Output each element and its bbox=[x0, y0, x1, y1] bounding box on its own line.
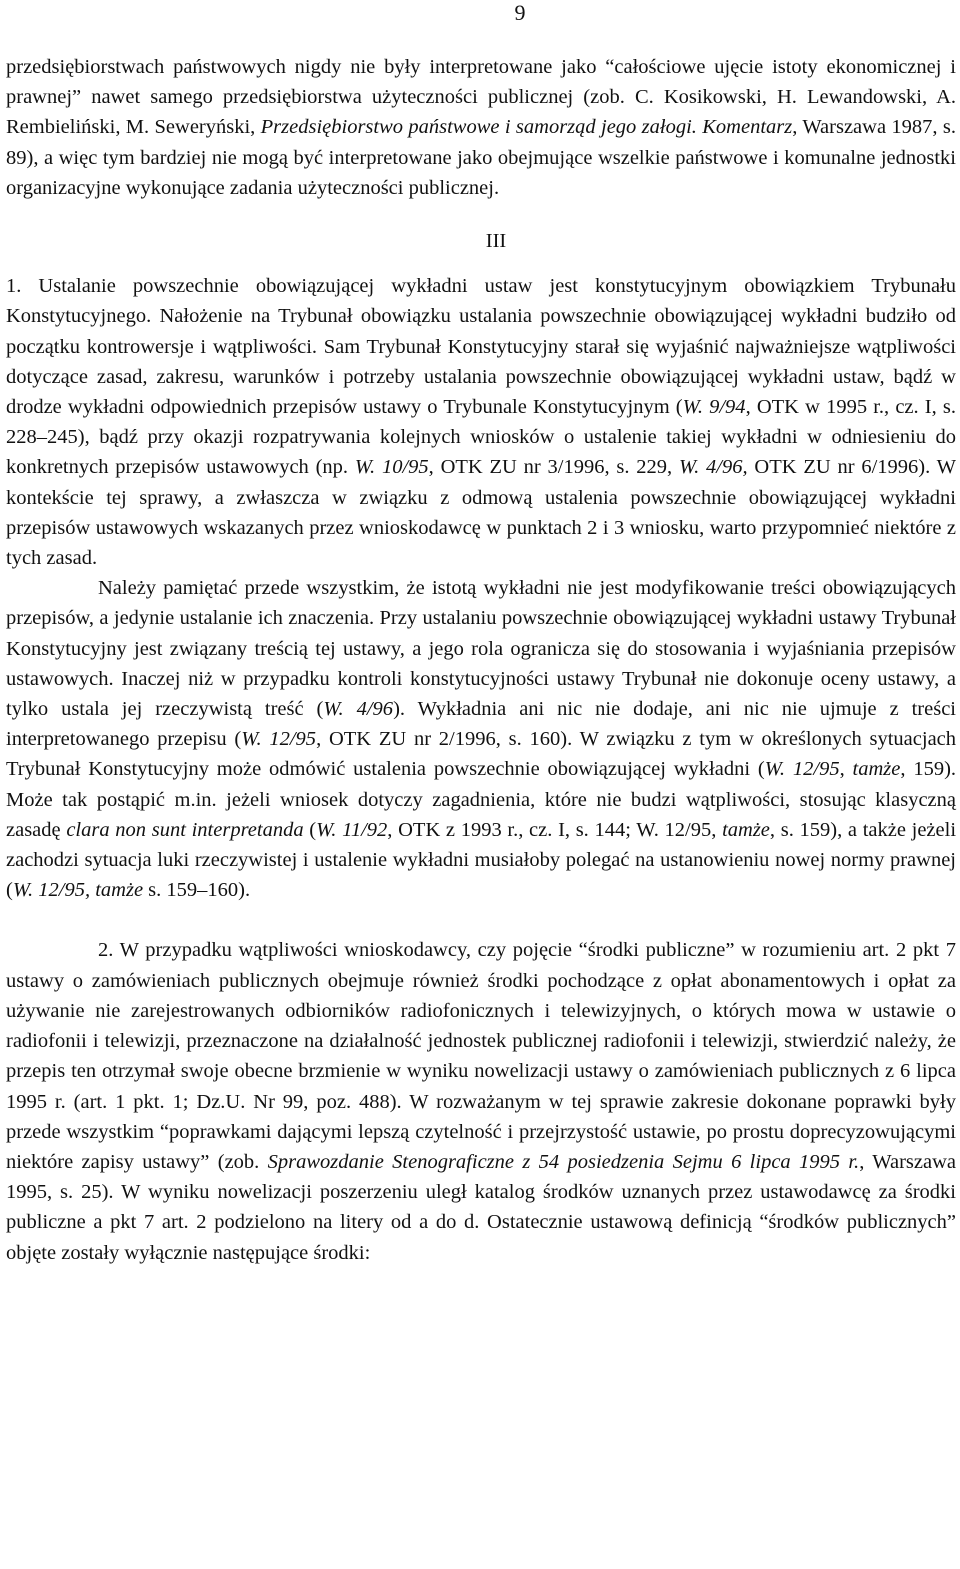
italic-latin-phrase: clara non sunt interpretanda bbox=[66, 818, 304, 841]
text-run: , 159). Może tak postąpić m.in. jeżeli wniosek dotyczy zagadnienia, które nie budzi wątpliwości, stosując klasyczną zasadę bbox=[6, 758, 957, 841]
section-heading: III bbox=[485, 230, 507, 253]
text-run: ( bbox=[303, 818, 317, 841]
text-run: , OTK ZU nr 3/1996, s. 229, bbox=[428, 456, 679, 479]
text-run: 1. Ustalanie powszechnie obowiązującej wykładni ustaw jest konstytucyjnym obowiązkiem Trybunału Konstytucyjnego. Nałożenie na Trybunał obowiązku ustalania powszechnie obowiązującej wykładni budziło od początku kontrowersje i wątpliwości. Sam Trybunał Konstytucyjny starał się wyjaśnić najważniejsze wątpliwości dotyczące zasad, zakresu, warunków i potrzeby ustalania powszechnie obowiązującej wykładni ustaw, bądź w drodze wykładni odpowiednich przepisów ustawy o Trybunale Konstytucyjnym ( bbox=[6, 275, 956, 419]
italic-citation: W. 11/92 bbox=[316, 818, 388, 841]
italic-citation: W. 12/95 bbox=[241, 728, 317, 751]
text-run: 2. W przypadku wątpliwości wnioskodawcy, czy pojęcie “środki publiczne” w rozumieniu art. 2 pkt 7 ustawy o zamówieniach publicznych obejmuje również środki pochodzące z opłat abonamentowych i opłat za używanie nie zarejestrowanych odbiorników radiofonicznych i telewizyjnych, o których mowa w ustawie o radiofonii i telewizji, przeznaczone na działalność jednostek publicznej radiofonii i telewizji, stwierdzić należy, że przepis ten otrzymał swoje obecne brzmienie w wyniku nowelizacji ustawy o zamówieniach publicznych z 6 lipca 1995 r. (art. 1 pkt. 1; Dz.U. Nr 99, poz. 488). W rozważanym w tej sprawie zakresie dokonane poprawki były przede wszystkim “poprawkami dającymi lepszą czytelność i przejrzystość ustawie, po prostu doprecyzowującymi niektóre zapisy ustawy” (zob. bbox=[6, 939, 956, 1173]
text-run: , OTK z 1993 r., cz. I, s. 144; W. 12/95, bbox=[387, 818, 723, 841]
italic-citation: tamże bbox=[852, 758, 901, 781]
text-run: , OTK ZU nr 2/1996, s. 160). W związku z tym w określonych sytuacjach Trybunał Konstytucyjny może odmówić ustalenia powszechnie obowiązującej wykładni ( bbox=[6, 728, 957, 781]
italic-citation: W. 10/95 bbox=[354, 456, 429, 479]
page-number: 9 bbox=[514, 0, 526, 25]
italic-citation: tamże bbox=[722, 818, 770, 841]
paragraph-continuation bbox=[6, 52, 956, 203]
italic-citation: W. 9/94 bbox=[682, 396, 746, 419]
paragraph-3 bbox=[6, 935, 956, 1267]
italic-citation: Sprawozdanie Stenograficzne z 54 posiedzenia Sejmu 6 lipca 1995 r. bbox=[267, 1150, 860, 1173]
paragraph-2 bbox=[6, 573, 956, 905]
text-run: ). Wykładnia ani nic nie dodaje, ani nic nie ujmuje z treści interpretowanego przepisu ( bbox=[6, 698, 957, 751]
text-run: OTK ZU nr 6/1996). W kontekście tej sprawy, a zwłaszcza w związku z odmową ustalenia powszechnie obowiązującej wykładni przepisów ustawowych wskazanych przez wnioskodawcę w punktach 2 i 3 wniosku, warto przypomnieć niektóre z tych zasad. bbox=[6, 456, 957, 570]
italic-citation: W. 12/95, tamże bbox=[12, 879, 144, 902]
document-body bbox=[6, 52, 956, 1268]
text-run: , Warszawa 1987, s. 89), a więc tym bardziej nie mogą być interpretowane jako obejmujące wszelkie państwowe i komunalne jednostki organizacyjne wykonujące zadania użyteczności publicznej. bbox=[6, 116, 956, 199]
text-run: , bbox=[839, 758, 853, 781]
text-run: s. 159–160). bbox=[143, 879, 251, 902]
text-run: przedsiębiorstwach państwowych nigdy nie były interpretowane jako “całościowe ujęcie istoty ekonomicznej i prawnej” nawet samego przedsiębiorstwa użyteczności publicznej (zob. C. Kosikowski, H. Lewandowski, A. Rembieliński, M. Seweryński, bbox=[6, 56, 956, 139]
text-run: , OTK w 1995 r., cz. I, s. 228–245), bądź przy okazji rozpatrywania kolejnych wniosków o ustalenie takiej wykładni w odniesieniu do konkretnych przepisów ustawowych (np. bbox=[6, 396, 956, 479]
italic-citation: W. 4/96 bbox=[323, 698, 394, 721]
italic-citation: W. 12/95 bbox=[764, 758, 840, 781]
text-run: , s. 159), a także jeżeli zachodzi sytuacja luki rzeczywistej i ustalenie wykładni musiałoby polegać na ustanowieniu nowej normy prawnej ( bbox=[6, 818, 957, 902]
text-run: , Warszawa 1995, s. 25). W wyniku nowelizacji poszerzeniu uległ katalog środków uznanych przez ustawodawcę za środki publiczne a pkt 7 art. 2 podzielono na litery od a do d. Ostatecznie ustawową definicją “środków publicznych” objęte zostały wyłącznie następujące środki: bbox=[6, 1150, 956, 1264]
italic-citation: Przedsiębiorstwo państwowe i samorząd jego załogi. Komentarz bbox=[260, 116, 793, 139]
italic-citation: W. 4/96, bbox=[678, 456, 748, 479]
text-run: Należy pamiętać przede wszystkim, że istotą wykładni nie jest modyfikowanie treści obowiązujących przepisów, a jedynie ustalanie ich znaczenia. Przy ustalaniu powszechnie obowiązującej wykładni ustawy Trybunał Konstytucyjny jest związany treścią tej ustawy, a jego rola ogranicza się do stosowania i wyjaśniania przepisów ustawowych. Inaczej niż w przypadku kontroli konstytucyjności ustawy Trybunał nie dokonuje oceny ustawy, a tylko ustala jej rzeczywistą treść ( bbox=[6, 577, 956, 721]
paragraph-1 bbox=[6, 271, 956, 573]
